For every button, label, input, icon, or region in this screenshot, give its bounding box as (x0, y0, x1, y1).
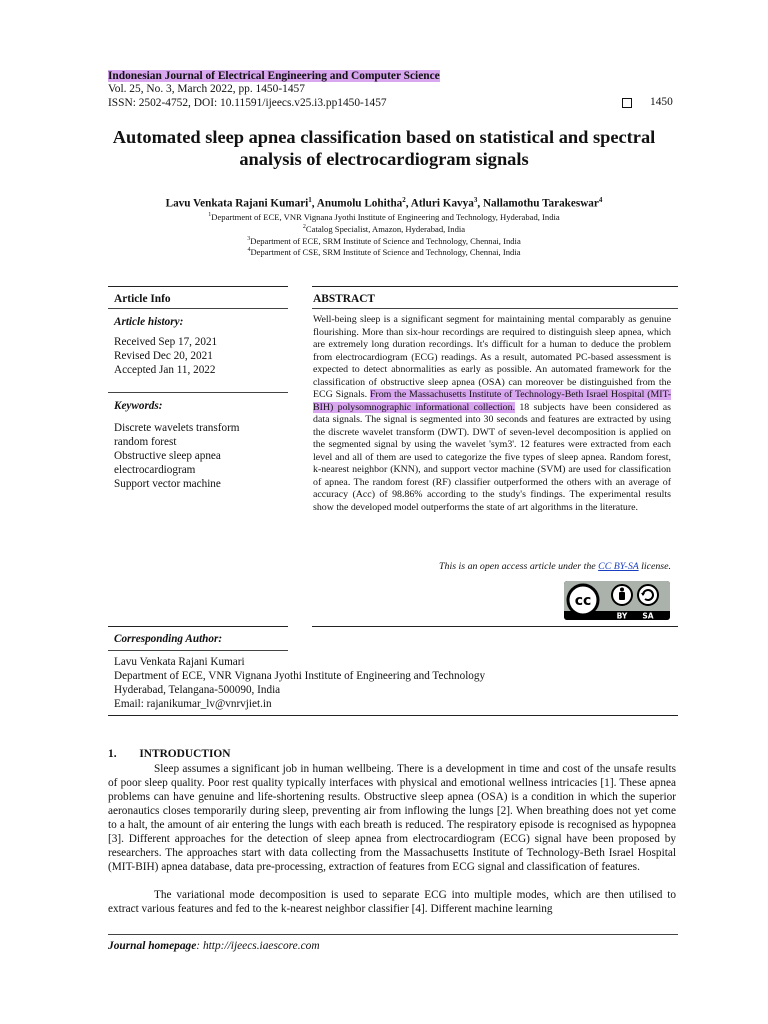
author: Lavu Venkata Rajani Kumari (165, 197, 309, 210)
divider (108, 286, 288, 287)
corresponding-author-heading: Corresponding Author: (114, 633, 223, 645)
cc-by-sa-link[interactable]: CC BY-SA (598, 561, 639, 572)
affiliation: $^4$Department of CSE, SRM Institute of Science and Technology, Chennai, India (247, 246, 521, 257)
affiliation: $^1$Department of ECE, VNR Vignana Jyothi Institute of Engineering and Technology, Hyderabad, India (208, 211, 560, 222)
keyword: random forest (114, 436, 177, 448)
introduction-heading: 1. INTRODUCTION (108, 748, 231, 760)
author: Atluri Kavya (410, 197, 474, 210)
divider (108, 626, 288, 627)
journal-name: Indonesian Journal of Electrical Engineering and Computer Science (108, 70, 440, 82)
by-label: BY (616, 611, 628, 620)
author: Anumolu Lohitha (316, 197, 403, 210)
divider (108, 715, 678, 716)
keyword: Support vector machine (114, 478, 221, 490)
article-info-heading: Article Info (114, 293, 171, 305)
keyword: Obstructive sleep apnea (114, 450, 221, 462)
history-revised: Revised Dec 20, 2021 (114, 350, 213, 362)
corresponding-name: Lavu Venkata Rajani Kumari (114, 656, 245, 668)
keyword: Discrete wavelets transform (114, 422, 240, 434)
cc-mark: cc (574, 593, 592, 609)
affiliation: $^3$Department of ECE, SRM Institute of Science and Technology, Chennai, India (247, 235, 521, 246)
corresponding-email: Email: rajanikumar_lv@vnrvjiet.in (114, 698, 272, 710)
divider (108, 650, 288, 651)
paper-title: Automated sleep apnea classification based on statistical and spectral analysis of electrocardiogram signals (112, 127, 656, 169)
history-received: Received Sep 17, 2021 (114, 336, 218, 348)
intro-paragraph: Sleep assumes a significant job in human wellbeing. There is a development in time and cost of the unsafe results of poor sleep quality. Poor rest quality typically interfaces with physical and emotional wellness intricacies [1]. These apnea problems can have genuine and life-shortening results. Obstructive sleep apnea (OSA) is a condition in which the superior aeronautics closes temporarily during sleep, preventing air from inflowing the lungs [2]. When breathing does not yet come to a halt, the amount of air entering the lungs with each breath is reduced. The respiratory episode is recognised as hypopnea [3]. Different approaches for the detection of sleep apnea from electrocardiogram (ECG) signal have been proposed by researchers. The approaches start with data collecting from the Massachusetts Institute of Technology-Beth Israel Hospital (MIT-BIH) apnea database, data pre-processing, extraction of features from ECG signal and classification of features. (108, 763, 676, 873)
square-bullet-icon (622, 98, 632, 108)
open-access-note: This is an open access article under the CC BY-SA license. (439, 561, 671, 572)
keywords-heading: Keywords: (114, 400, 163, 412)
divider (108, 392, 288, 393)
divider (108, 308, 288, 309)
journal-homepage-url[interactable]: : http://ijeecs.iaescore.com (196, 940, 320, 952)
keyword: electrocardiogram (114, 464, 196, 476)
journal-homepage: Journal homepage: http://ijeecs.iaescore.com (108, 940, 320, 952)
abstract-text: Well-being sleep is a significant segment for maintaining mental comparably as genuine flourishing. More than six-hour recordings are required to distinguish sleep apnea, which are extremely long duration recordings. It's difficult for a human to deduce the problem from electrocardiogram (ECG) readings. As a result, automated PC-based assessment is expected to detect abnormalities as early as possible. An automated framework for the classification of obstructive sleep apnea (OSA) can moreover be distinguished from the ECG Signals. From the Massachusetts Institute of Technology-Beth Israel Hospital (MIT-BIH) polysomnographic informational collection. 18 subjects have been considered as data signals. The signal is segmented into 30 seconds and features are extracted by using the discrete wavelet transform (DWT). DWT of seven-level decomposition is applied on the segmented signal by using the wavelet 'sym3'. 12 features were extracted from each level and all of them are used to categorize the five types of sleep apnea. Random forest, k-nearest neighbor (KNN), and support vector machine (SVM) are used for classification of apnea. The random forest (RF) classifier outperformed the others with an average of accuracy (Acc) of 98.86% according to the study's findings. The experimental results show the developed model outperforms the state of art algorithms in the literature. (313, 314, 671, 513)
highlighted-text: From the Massachusetts Institute of Technology-Beth Israel Hospital (MIT-BIH) polysomnographic informational collection. (313, 389, 671, 413)
article-history-heading: Article history: (114, 316, 184, 328)
corresponding-address: Hyderabad, Telangana-500090, India (114, 684, 281, 696)
affiliation: $^2$Catalog Specialist, Amazon, Hyderabad, India (302, 223, 466, 234)
intro-paragraph: The variational mode decomposition is used to separate ECG into multiple modes, which are then utilised to extract various features and fed to the k-nearest neighbor classifier [4]. Different machine learning (108, 889, 676, 915)
cc-by-sa-license-icon[interactable] (564, 581, 670, 620)
author: Nallamothu Tarakeswar (482, 197, 599, 210)
abstract-heading: ABSTRACT (313, 293, 376, 305)
divider (108, 934, 678, 935)
page-number: 1450 (650, 96, 673, 108)
divider (312, 286, 678, 287)
corresponding-dept: Department of ECE, VNR Vignana Jyothi Institute of Engineering and Technology (114, 670, 486, 682)
divider (312, 626, 678, 627)
sa-label: SA (642, 611, 654, 620)
volume-info: Vol. 25, No. 3, March 2022, pp. 1450-1457 (108, 83, 305, 95)
issn-doi: ISSN: 2502-4752, DOI: 10.11591/ijeecs.v25.i3.pp1450-1457 (108, 97, 387, 109)
history-accepted: Accepted Jan 11, 2022 (114, 364, 216, 376)
divider (312, 308, 678, 309)
author-list: Lavu Venkata Rajani Kumari$^1$, Anumolu Lohitha$^2$, Atluri Kavya$^3$, Nallamothu Tarakeswar$^4$ (165, 196, 603, 210)
